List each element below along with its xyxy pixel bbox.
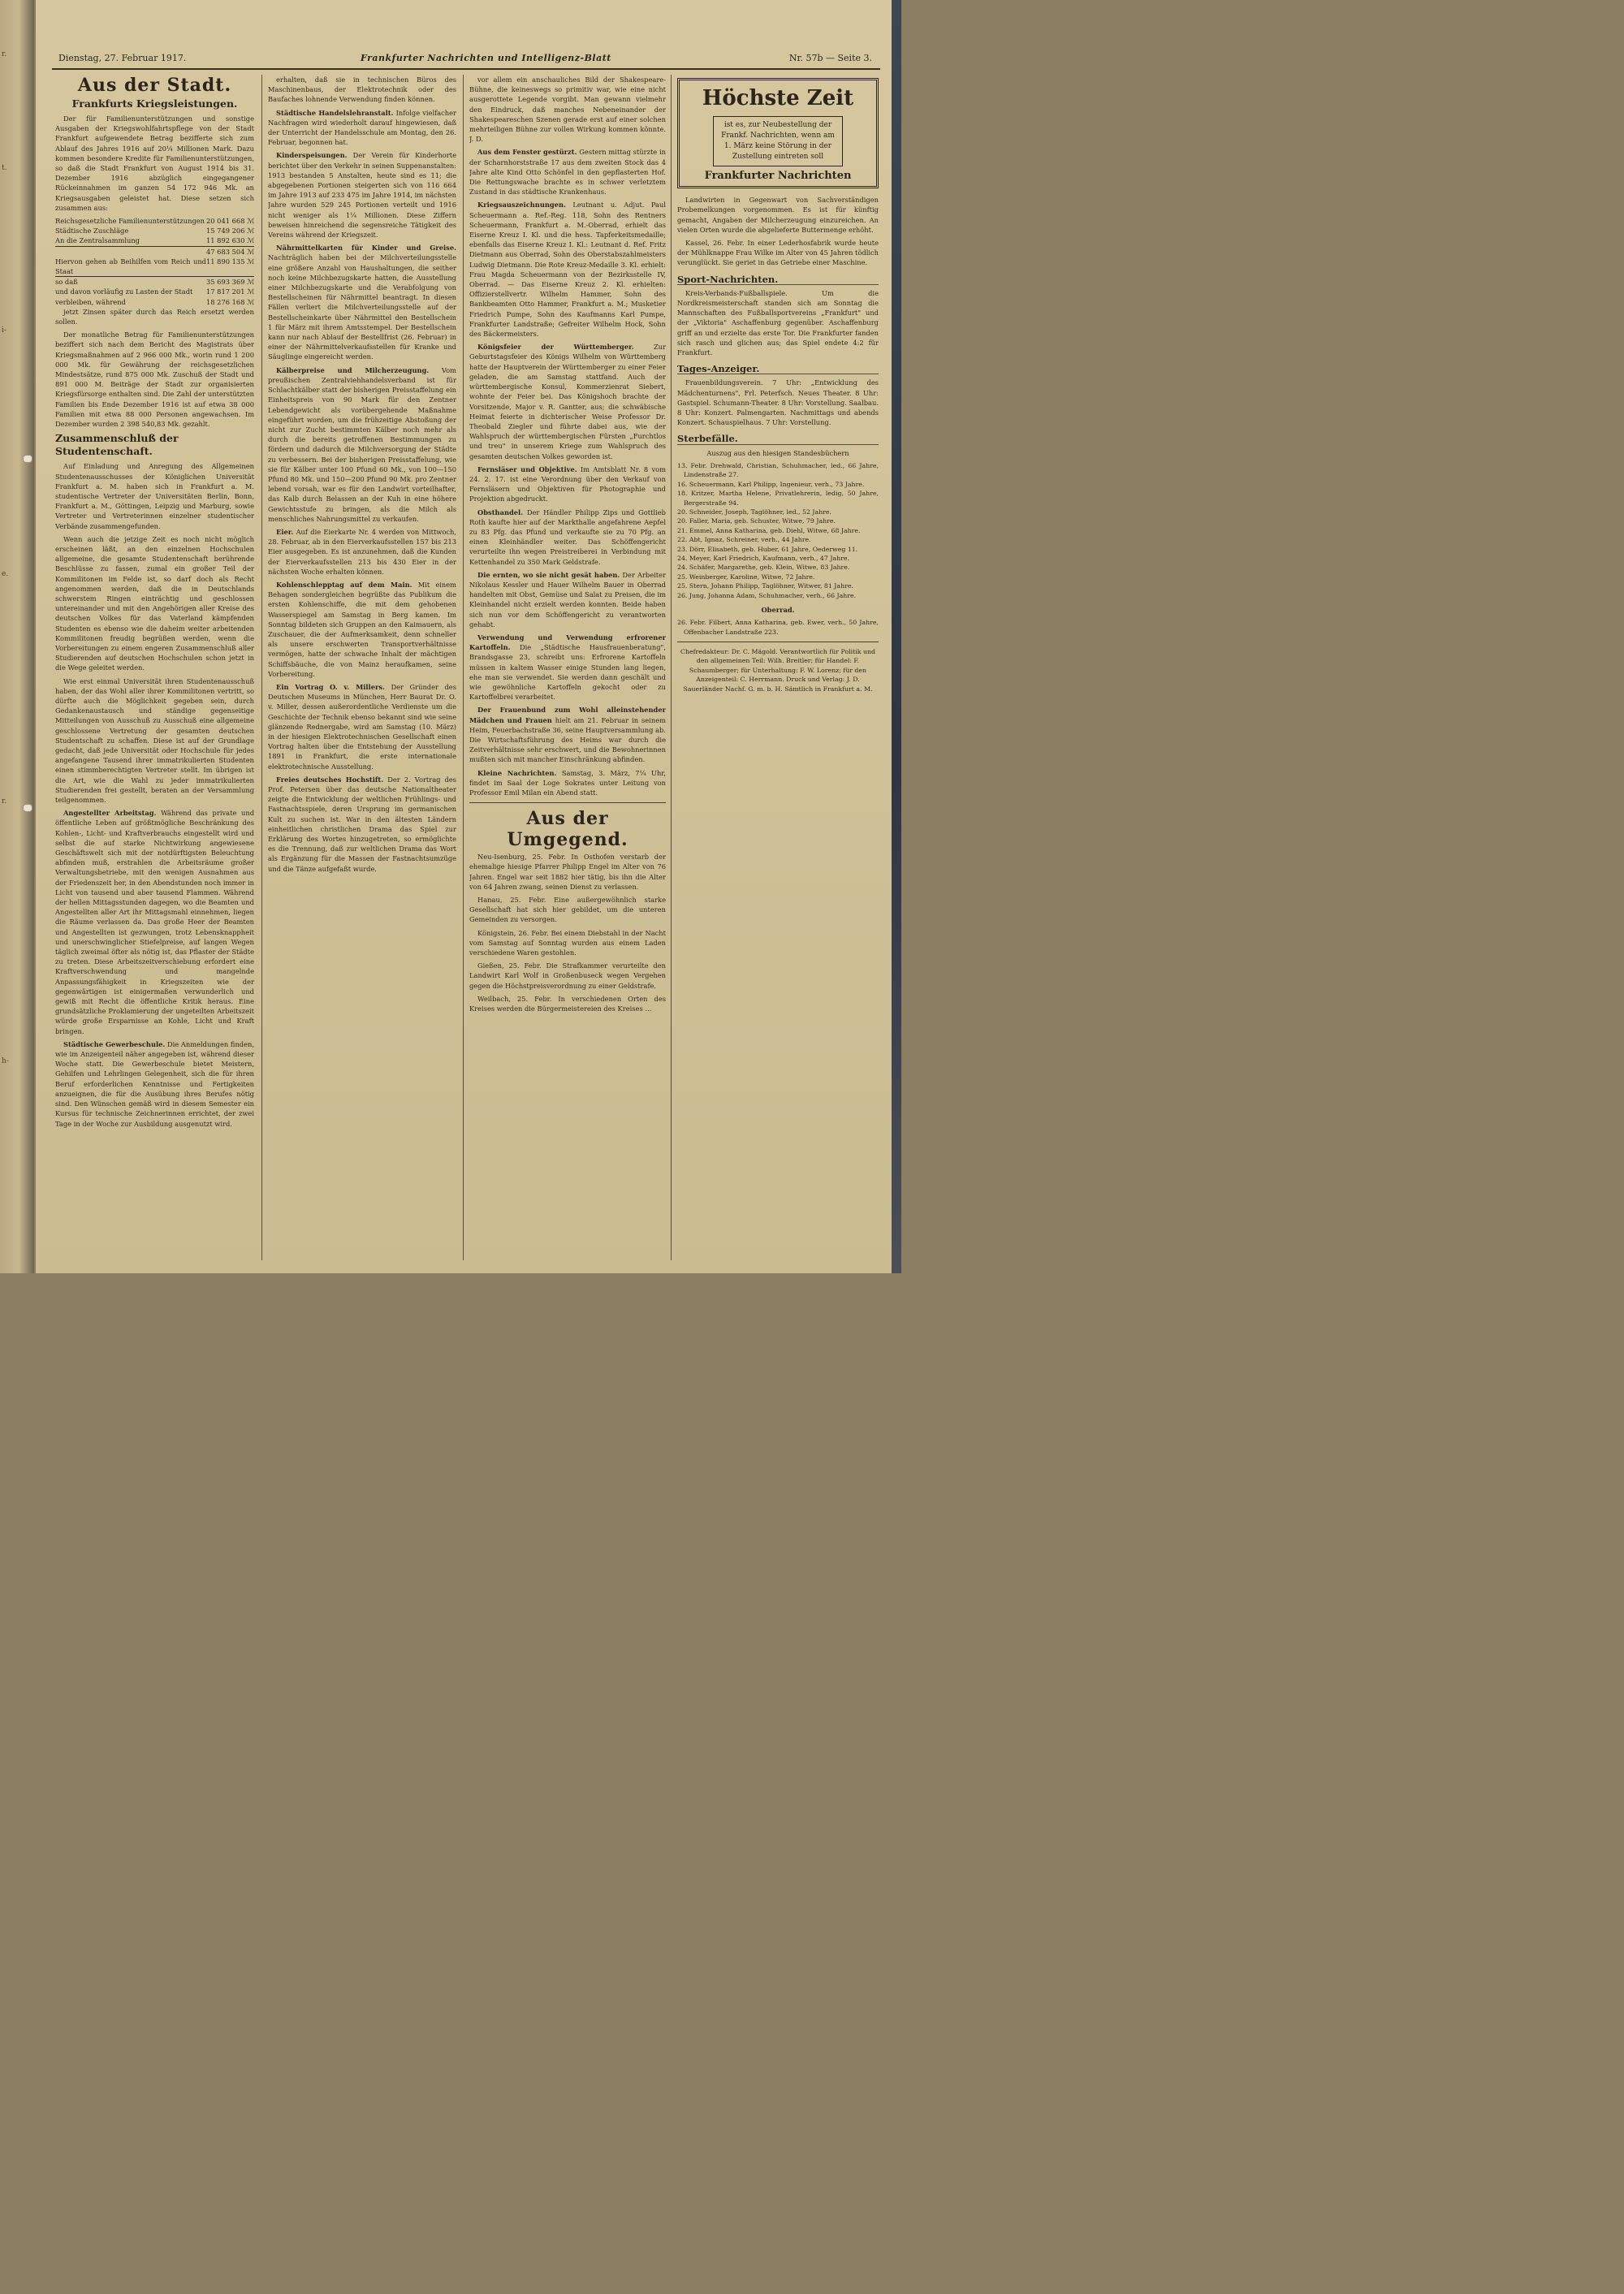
article-paragraph: Auf Einladung und Anregung des Allgemeinen Studentenausschusses der Königlichen Universität Frankfurt a. M. haben sich in Frankfurt a. M. studentische Vertreter der Universitäten Berlin, Bonn, Frankfurt a. M., Göttingen, Leipzig und Marburg, sowie Vertreter und Vertreterinnen einzelner studentischer Verbände zusammengefunden. bbox=[55, 462, 254, 530]
death-entry: 18. Kritzer, Martha Helene, Privatlehrerin, ledig, 50 Jahre, Bergerstraße 94. bbox=[677, 490, 879, 507]
deaths-list bbox=[677, 461, 879, 600]
section-heading-daily-listings: Tages-Anzeiger. bbox=[677, 364, 879, 374]
article-paragraph: Landwirten in Gegenwart von Sachverständigen Probemelkungen vorgenommen. Es ist für künftig gemacht, Angaben der Milcherzeugung einzureichen. An vielen Orten wurde die abgelieferte Buttermenge erhöht. bbox=[677, 196, 879, 234]
article-paragraph bbox=[469, 464, 666, 504]
section-heading-surroundings: Aus der Umgegend. bbox=[507, 808, 628, 851]
column-1 bbox=[55, 75, 254, 1260]
figure-label: Städtische Zuschläge bbox=[55, 227, 129, 235]
article-lead: Kriegsauszeichnungen. bbox=[477, 201, 566, 210]
subscription-advertisement bbox=[677, 78, 879, 188]
article-paragraph bbox=[268, 243, 456, 361]
article-lead: Verwendung und Verwendung erfrorener Kartoffeln. bbox=[469, 633, 666, 652]
ad-body: ist es, zur Neubestellung der Frankf. Nachrichten, wenn am 1. März keine Störung in der Zustellung eintreten soll bbox=[713, 116, 843, 166]
article-paragraph bbox=[268, 365, 456, 524]
figure-label: und davon vorläufig zu Lasten der Stadt bbox=[55, 287, 193, 296]
article-text: Der Händler Philipp Zips und Gottlieb Roth kaufte hier auf der Markthalle angefahrene Aepfel zu 83 Pfg. das Pfund und verkaufte sie zu 70 Pfg. an einen Kleinhändler weiter. Das Schöffengericht verurteilte ihn wegen Preistreiberei in Verbindung mit Kettenhandel zu 350 Mark Geldstrafe. bbox=[469, 508, 666, 566]
article-paragraph bbox=[469, 570, 666, 629]
article-lead: Kohlenschlepptag auf dem Main. bbox=[276, 580, 412, 589]
article-paragraph: Königstein, 26. Febr. Bei einem Diebstahl in der Nacht vom Samstag auf Sonntag wurden aus einem Laden verschiedene Waren gestohlen. bbox=[469, 928, 666, 957]
death-entry: 23. Dörr, Elisabeth, geb. Huber, 61 Jahre, Oederweg 11. bbox=[677, 545, 858, 553]
newspaper-page bbox=[36, 0, 892, 1273]
article-text: Die „Städtische Hausfrauenberatung", Brandsgasse 23, schreibt uns: Erfrorene Kartoffeln müssen in kaltem Wasser einige Stunden lang liegen, ehe man sie verwendet. Sie werden dann geschält und wie gewöhnliche Kartoffeln gekocht oder zu Kartoffelbrei verarbeitet. bbox=[469, 643, 666, 702]
figure-value: 11 892 630 ℳ bbox=[205, 236, 254, 245]
article-lead: Städtische Handelslehranstalt. bbox=[276, 108, 394, 117]
article-paragraph bbox=[55, 808, 254, 1036]
article-title: Zusammenschluß der Studentenschaft. bbox=[55, 432, 179, 458]
article-text: Der Gründer des Deutschen Museums in München, Herr Baurat Dr. O. v. Miller, dessen außerordentliche Verdienste um die Geschichte der Technik ebenso bekannt sind wie seine glänzende Rednergabe, wird am Samstag (10. März) in der hiesigen Elektrotechnischen Gesellschaft einen Vortrag halten über die Entstehung der Ausstellung 1891 in Frankfurt, die erste internationale elektrotechnische Ausstellung. bbox=[268, 682, 456, 771]
article-lead: Städtische Gewerbeschule. bbox=[63, 1039, 166, 1048]
binding-gutter bbox=[0, 0, 34, 1273]
article-lead: Aus dem Fenster gestürzt. bbox=[477, 148, 577, 157]
article-lead: Kinderspeisungen. bbox=[276, 151, 348, 160]
figure-value: 20 041 668 ℳ bbox=[205, 217, 254, 226]
death-entry: 20. Faller, Maria, geb. Schuster, Witwe, 79 Jahre. bbox=[677, 517, 836, 525]
article-paragraph bbox=[469, 633, 666, 702]
article-lead: Fernsläser und Objektive. bbox=[477, 464, 577, 473]
article-lead: Kälberpreise und Milcherzeugung. bbox=[276, 365, 430, 374]
article-lead: Eier. bbox=[276, 527, 294, 536]
article-text: Während das private und öffentliche Leben auf größtmögliche Beschränkung des Kohlen-, Licht- und Kraftverbrauchs eingestellt wird und selbst die auf starke Nichtwirkung angewiesene Geschäftswelt sich mit der notdürftigsten Beleuchtung abfinden muß, erstrahlen die Arbeitsräume großer Verwaltungsbetriebe, mit den wenigen Ausnahmen aus der Friedenszeit her, in den Abendstunden noch immer in Licht von tausend und aber tausend Flammen. Während der hellen Mittagsstunden dagegen, wo die Beamten und Angestellten aller Art ihr Mittagsmahl einnehmen, liegen die Räume verlassen da. Das große Heer der Beamten und Angestellten ist gezwungen, trotz Lebensknappheit und unerschwinglicher Stiefelpreise, auf langen Wegen täglich zweimal öfter als nötig ist, das Pflaster der Städte zu treten. Diese Arbeitszeitverschiebung erfordert eine Kraftverschwendung und mangelnde Anpassungsfähigkeit in Kriegszeiten wie der gegenwärtigen ist einigermaßen verwunderlich und gewiß mit Recht die öffentliche Kritik heraus. Eine grundsätzliche Proklamierung der ungeteilten Arbeitszeit würde große Ersparnisse an Kohle, Licht und Kraft bringen. bbox=[55, 809, 254, 1035]
article-text: Die Anmeldungen finden, wie im Anzeigenteil näher angegeben ist, während dieser Woche statt. Die Gewerbeschule bietet Meistern, Gehilfen und Lehrlingen Gelegenheit, sich die für ihren Beruf erforderlichen Kenntnisse und Fertigkeiten anzueignen, die für die Ausübung ihres Berufes nötig sind. Den Wünschen gemäß wird in diesem Semester ein Kursus für technische Zeichnerinnen errichtet, der zwei Tage in der Woche zur Ausbildung ausgenutzt wird. bbox=[55, 1039, 254, 1128]
article-paragraph bbox=[268, 108, 456, 148]
ad-brand: Frankfurter Nachrichten bbox=[704, 170, 852, 182]
article-paragraph bbox=[55, 1039, 254, 1129]
figure-value: 17 817 201 ℳ bbox=[205, 287, 254, 296]
article-paragraph: Der für Familienunterstützungen und sonstige Ausgaben der Kriegswohlfahrtspflege von der Stadt Frankfurt aufgewendete Betrag bezifferte sich zum Ablauf des Jahres 1916 auf 20¼ Millionen Mark. Dazu kommen besondere Kredite für Familienunterstützungen, so daß die Stadt Frankfurt von August 1914 bis 31. Dezember 1916 abzüglich eingegangener Rückeinnahmen im ganzen 54 172 946 Mk. an Kriegsausgaben geleistet hat. Diese setzen sich zusammen aus: bbox=[55, 114, 254, 212]
death-entry: 20. Schneider, Joseph, Taglöhner, led., 52 Jahre. bbox=[677, 508, 832, 516]
article-text: Auf die Eierkarte Nr. 4 werden von Mittwoch, 28. Februar, ab in den Eierverkaufsstellen 157 bis 213 Eier ausgegeben. Es ist anzunehmen, daß die Kunden der Eierverkaufsstellen 213 bis 430 Eier in der nächsten Woche erhalten können. bbox=[268, 527, 456, 576]
article-paragraph bbox=[268, 775, 456, 874]
article-text: Nachträglich haben bei der Milchverteilungsstelle eine größere Anzahl von Haushaltungen, die seither noch keine Milchbezugskarte hatten, die Ausstellung einer Milchbezugskarte und die Verabfolgung von Bestellscheinen für Nährmittel beantragt. In diesen Fällen verliert die Milchverteilungsstelle auf der Bestellscheinkarte über Nährmittel den Bestellschein 1 für März mit ihrem Amtsstempel. Der Bestellschein kann nur nach Ablauf der Bestellfrist (26. Februar) in einer der Nährmittelverkaufsstellen für Kranke und Säuglinge eingereicht werden. bbox=[268, 253, 456, 361]
article-text: Im Amtsblatt Nr. 8 vom 24. 2. 17. ist eine Verordnung über den Verkauf von Fernsläsern und Objektiven für Photographie und Projektion abgedruckt. bbox=[469, 464, 666, 503]
death-entry: 24. Schäfer, Margarethe, geb. Klein, Witwe, 83 Jahre. bbox=[677, 564, 850, 572]
deaths-intro: Auszug aus den hiesigen Standesbüchern bbox=[706, 448, 849, 457]
article-paragraph: erhalten, daß sie in technischen Büros des Maschinenbaus, der Elektrotechnik oder des Baufaches lohnende Verwendung finden können. bbox=[268, 76, 456, 104]
scan-background-strip bbox=[892, 0, 901, 1273]
article-paragraph bbox=[469, 768, 666, 798]
article-paragraph: Kassel, 26. Febr. In einer Lederhosfabrik wurde heute der Mühlknappe Frau Wilke im Alter von 45 Jahren tödlich verunglückt. Sie geriet in das Getriebe einer Maschine. bbox=[677, 239, 879, 267]
article-lead: Der Frauenbund zum Wohl alleinstehender Mädchen und Frauen bbox=[469, 706, 666, 724]
article-lead: Freies deutsches Hochstift. bbox=[276, 775, 384, 784]
death-entry: 25. Stern, Johann Philipp, Taglöhner, Witwer, 81 Jahre. bbox=[677, 582, 853, 590]
figure-row bbox=[55, 297, 254, 307]
article-text: Samstag, 3. März, 7¼ Uhr, findet im Saal der Loge Sokrates unter Leitung von Professor Emil Milan ein Abend statt. bbox=[469, 768, 666, 797]
article-text: Vom preußischen Zentralviehhandelsverband ist für Schlachtkälber statt der bisherigen Preisstaffelung ein Einheitspreis von 90 Mark für den Zentner Lebendgewicht als vorübergehende Maßnahme eingeführt worden, um die frühzeitige Abstoßung der nicht zur Zucht bestimmten Kälber noch mehr als durch die bereits getroffenen Bestimmungen zu fördern und dadurch die Milchversorgung der Städte zu verbessern. Bei der bisherigen Preisstaffelung, wie sie für Kälber unter 100 Pfund 60 Mk., von 100—150 Pfund 80 Mk. und 150—200 Pfund 90 Mk. pro Zentner lebend vorsah, war es für den Landwirt vorteilhafter, das Kalb durch Belassen an der Kuh in eine höhere Gewichtsstufe zu bringen, als die Milch als menschliches Nahrungsmittel zu verkaufen. bbox=[268, 365, 456, 523]
section-heading-deaths: Sterbefälle. bbox=[677, 434, 879, 444]
section-divider bbox=[469, 802, 666, 803]
header-masthead: Frankfurter Nachrichten und Intelligenz-Blatt bbox=[361, 53, 611, 63]
figure-value: 18 276 168 ℳ bbox=[205, 297, 254, 306]
death-entry: 25. Weinberger, Karoline, Witwe, 72 Jahre. bbox=[677, 572, 815, 581]
header-issue-number: Nr. 57b — Seite 3. bbox=[788, 53, 872, 63]
figure-row bbox=[55, 226, 254, 235]
page-header bbox=[52, 49, 880, 70]
death-entry: 26. Febr. Filbert, Anna Katharina, geb. Ewer, verh., 50 Jahre, Offenbacher Landstraße 223. bbox=[677, 619, 879, 636]
article-paragraph: Wie erst einmal Universität ihren Studentenausschuß haben, der das Wohl aller ihrer Kommilitonen vertritt, so dürfte auch die Möglichkeit gegeben sein, durch Gedankenaustausch und ständige gegenseitige Mitteilungen von Ausschuß zu Ausschuß eine allgemeine geschlossene Vertretung der gesamten deutschen Studentschaft zu schaffen. Diese ist auf der Grundlage gedacht, daß jede Universität oder Hochschule für jedes angefangene Tausend ihrer immatrikulierten Studenten einen stimmberechtigten Vertreter stellt. Im übrigen ist die Art, wie die Wahl zu jeder immatrikulierten Studierenden frei gestellt, beraten an der Versammlung teilgenommen. bbox=[55, 676, 254, 804]
figure-row bbox=[55, 287, 254, 296]
article-text: Gestern mittag stürzte in der Scharnhorststraße 17 aus dem zweiten Stock das 4 Jahre alte Kind Otto Schönfel in den gepflasterten Hof. Die Rettungswache brachte es in schwer verletztem Zustand in das städtische Krankenhaus. bbox=[469, 148, 666, 197]
article-text: Mit einem Behagen sondergleichen begrüßte das Publikum die ersten Kohlenschiffe, die mit dem gehobenen Wasserspiegel am Samstag in Berg kamen. Im Sonntag bildeten sich Gruppen an den Kaimauern, als Zuschauer, die der Aufmerksamkeit, denn schneller als unsere erschwerten Transportverhältnisse vermögen, hatte der schwache Inhalt der mächtigen Schiffsbäuche, die von Mainz heraufkamen, seine Vorbereitung. bbox=[268, 580, 456, 678]
figure-label: so daß bbox=[55, 278, 78, 287]
edge-fragment: r. bbox=[2, 50, 7, 58]
figure-label: Hiervon gehen ab Beihilfen vom Reich und Staat bbox=[55, 257, 206, 276]
edge-fragment: r. bbox=[2, 797, 7, 806]
death-entry: 13. Febr. Drehwald, Christian, Schuhmacher, led., 66 Jahre, Lindenstraße 27. bbox=[677, 461, 879, 479]
article-text: Zur Geburtstagsfeier des Königs Wilhelm von Württemberg hatte der Hauptverein der Württemberger zu einer Feier geladen, die am Samstag stattfand. Auch der württembergische Konsul, Kommerzienrat Siebert, wohnte der Feier bei. Das Königshoch brachte der Vorsitzende, Major v. R. Gantter, aus; die schwäbische Heimat feierte in dichterischer Weise Professor Dr. Theobald Ziegler und führte dabei aus, wie der Wahlspruch der württembergischen Fürsten „Furchtlos und treu" in unserem Kriege zum Wahlspruch des gesamten deutschen Volkes geworden ist. bbox=[469, 343, 666, 460]
column-rule bbox=[671, 75, 672, 1260]
article-paragraph bbox=[469, 705, 666, 764]
figure-row bbox=[55, 235, 254, 245]
figure-value: 11 890 135 ℳ bbox=[205, 257, 254, 266]
edge-fragment: t. bbox=[2, 164, 7, 172]
article-paragraph: Der monatliche Betrag für Familienunterstützungen beziffert sich nach dem Bericht des Magistrats über Kriegsmaßnahmen auf 2 966 000 Mk., worin rund 1 200 000 Mk. für Gewährung der reichsgesetzlichen Mindestsätze, rund 875 000 Mk. Zuschuß der Stadt und 891 000 M. Beiträge der Stadt zur organisierten Kriegsfürsorge enthalten sind. Die Zahl der unterstützten Familien bis Ende Dezember 1916 ist auf etwa 38 000 Familien mit etwa 88 000 Personen angewachsen. Im Dezember wurden 2 398 540,83 Mk. gezahlt. bbox=[55, 330, 254, 429]
deaths-subsection-oberrad: Oberrad. bbox=[761, 605, 795, 614]
article-paragraph: vor allem ein anschauliches Bild der Shakespeare-Bühne, die keineswegs so primitiv war, wie eine nicht ausgerottete Legende vorgibt. Man gewann vielmehr den Eindruck, daß manches Nebeneinander der Shakespeareschen Szenen gerade erst auf einer solchen mehrteiligen Bühne zur vollen Wirkung kommen könnte. J. D. bbox=[469, 76, 666, 144]
column-3 bbox=[469, 75, 666, 1260]
column-4 bbox=[677, 75, 879, 1260]
article-paragraph: jetzt Zinsen später durch das Reich ersetzt werden sollen. bbox=[55, 307, 254, 326]
section-heading-sport: Sport-Nachrichten. bbox=[677, 274, 879, 285]
header-date: Dienstag, 27. Februar 1917. bbox=[58, 53, 187, 63]
article-lead: Kleine Nachrichten. bbox=[477, 768, 557, 777]
edge-fragment: h- bbox=[2, 1057, 9, 1065]
imprint: Chefredakteur: Dr. C. Mägold. Verantwortlich für Politik und den allgemeinen Teil: Wilh. Breitler; für Handel: F. Schaumberger; für Unterhaltung: F. W. Lorenz; für den Anzeigenteil: C. Herrmann. Druck und Verlag: J. D. Sauerländer Nachf. G. m. b. H. Sämtlich in Frankfurt a. M. bbox=[680, 647, 875, 693]
article-paragraph bbox=[268, 580, 456, 679]
article-text: Der Verein für Kinderhorte berichtet über den Verkehr in seinen Suppenanstalten: 1913 bestanden 5 Anstalten, heute sind es 11; die abgegebenen Portionen steigerten sich von 116 664 im Jahre 1913 auf 233 475 im Jahre 1914, im nächsten Jahre wurden 529 245 Portionen verteilt und 1916 nicht weniger als 1¼ Millionen. Diese Ziffern beweisen hinreichend die segensreiche Tätigkeit des Vereins während der Kriegszeit. bbox=[268, 151, 456, 240]
figure-row bbox=[55, 216, 254, 226]
article-text: Der Arbeiter Nikolaus Kessler und Hauer Wilhelm Bauer in Oberrad handelten mit Obst, Gemüse und Salat zu Preisen, die im Kleinhandel nicht erzielt werden konnten. Beide haben sich nun vor dem Schöffengericht zu verantworten gehabt. bbox=[469, 570, 666, 629]
article-paragraph bbox=[469, 200, 666, 339]
article-lead: Ein Vortrag O. v. Millers. bbox=[276, 682, 385, 691]
figure-row bbox=[55, 257, 254, 276]
article-paragraph: Wenn auch die jetzige Zeit es noch nicht möglich erscheinen läßt, an den einzelnen Hochschulen allgemeine, die gesamte Studentenschaft berührende Beschlüsse zu fassen, zumal ein großer Teil der Kommilitonen im Felde ist, so darf doch als Recht angenommen werden, daß die in Deutschlands schwerstem Ringen einträchtig und geschlossen untereinander und mit den Angehörigen aller Kreise des deutschen Volkes für das Vaterland kämpfenden Studenten es ebenso wie die daheim weiter arbeitenden Kommilitonen freudig begrüßen werden, wenn die Vorbereitungen zu einem engeren Zusammenschluß aller Studierenden auf deutschen Hochschulen schon jetzt in die Wege geleitet werden. bbox=[55, 534, 254, 672]
article-paragraph bbox=[469, 508, 666, 567]
ad-title: Höchste Zeit bbox=[702, 86, 854, 110]
article-paragraph bbox=[268, 682, 456, 771]
figure-row bbox=[55, 246, 254, 257]
article-lead: Obsthandel. bbox=[477, 508, 524, 516]
death-entry: 24. Meyer, Karl Friedrich, Kaufmann, verh., 47 Jahre. bbox=[677, 554, 849, 562]
article-text: hielt am 21. Februar in seinem Heim, Feuerbachstraße 36, seine Hauptversammlung ab. Die Wirtschaftsführung des Heims war durch die Zeitverhältnisse sehr erschwert, und die Bewohnerinnen mußten sich mit mancher Einschränkung abfinden. bbox=[469, 715, 666, 764]
article-text: Der 2. Vortrag des Prof. Petersen über das deutsche Nationaltheater zeigte die Entwicklung der weltlichen Frühlings- und Fastnachtsspiele, deren Ursprung im germanischen Kult zu suchen ist. War in den ältesten Ländern einheitlichen christlichen Drama das Spiel zur Erklärung des Wortes hinzugetreten, so ermöglichte es die Trennung, daß zur weltlichen Drama das Wort als Ergänzung für die Massen der Fastnachtsumzüge und die Tänze aufgefaßt wurde. bbox=[268, 775, 456, 873]
article-lead: Nährmittelkarten für Kinder und Greise. bbox=[276, 244, 456, 253]
column-rule bbox=[261, 75, 262, 1260]
edge-fragment: i- bbox=[2, 326, 6, 335]
column-2 bbox=[268, 75, 456, 1260]
article-paragraph bbox=[268, 527, 456, 577]
death-entry: 21. Emmel, Anna Katharina, geb. Diehl, Witwe, 68 Jahre. bbox=[677, 526, 861, 534]
article-paragraph bbox=[469, 342, 666, 460]
figure-value: 47 683 504 ℳ bbox=[205, 247, 254, 256]
column-rule bbox=[463, 75, 464, 1260]
article-lead: Die ernten, wo sie nicht gesät haben. bbox=[477, 570, 620, 579]
article-paragraph bbox=[469, 147, 666, 197]
article-paragraph: Neu-Isenburg, 25. Febr. In Osthofen verstarb der ehemalige hiesige Pfarrer Philipp Engel im Alter von 76 Jahren. Engel war seit 1882 hier tätig, bis ihn die Alter von 64 Jahren zwang, seinen Dienst zu verlassen. bbox=[469, 853, 666, 891]
binding-staple bbox=[23, 804, 32, 812]
article-text: Leutnant u. Adjut. Paul Scheuermann a. Ref.-Reg. 118, Sohn des Rentners Scheuermann, Frankfurt a. M.-Oberrad, erhielt das Eiserne Kreuz I. Kl. und die hess. Tapferkeitsmedaille; ebenfalls das Eiserne Kreuz I. Kl.: Leutnant d. Ref. Fritz Dietmann aus Oberrad, Sohn des Oberstabszahlmeisters Ludwig Dietmann. Die Rote Kreuz-Medaille 3. Kl. erhielt: Frau Magda Scheuermann von der Bezirksstelle IV, Oberrad. — Das Eiserne Kreuz 2. Kl. erhielten: Offizierstellvertr. Wilhelm Hammer, Sohn des Bankbeamten Otto Hammer, Frankfurt a. M.; Musketier Friedrich Pumpe, Sohn des Kaufmanns Karl Pumpe, Frankfurter Landstraße; Gefreiter Wilhelm Hock, Sohn des Bäckermeisters. bbox=[469, 201, 666, 339]
article-lead: Angestellter Arbeitstag. bbox=[63, 809, 157, 818]
article-title: Frankfurts Kriegsleistungen. bbox=[71, 97, 238, 110]
figure-label: Reichsgesetzliche Familienunterstützungen bbox=[55, 217, 205, 226]
article-paragraph: Frauenbildungsverein. 7 Uhr: „Entwicklung des Mädchenturnens", Frl. Peterfsch. Neues Theater. 8 Uhr: Gastspiel. Schumann-Theater. 8 Uhr: Vorstellung. Saalbau. 8 Uhr: Konzert. Palmengarten. Nachmittags und abends Konzert. Schauspielhaus. 7 Uhr: Vorstellung. bbox=[677, 378, 879, 427]
section-heading-city: Aus der Stadt. bbox=[77, 75, 232, 96]
article-paragraph: Weilbach, 25. Febr. In verschiedenen Orten des Kreises werden die Bürgermeistereien des Kreises ... bbox=[469, 994, 666, 1013]
article-paragraph: Kreis-Verbands-Fußballspiele. Um die Nordkreismeisterschaft standen sich am Sonntag die Mannschaften des Fußballsportvereins „Frankfurt" und der „Viktoria" Aschaffenburg gegenüber. Aschaffenburg griff an und erzielte das erste Tor. Die Frankfurter fanden sich rasch und glichen aus; das Spiel endete 4:2 für Frankfurt. bbox=[677, 288, 879, 357]
death-entry: 22. Abt, Ignaz, Schreiner, verh., 44 Jahre. bbox=[677, 536, 811, 544]
edge-fragment: e. bbox=[2, 570, 9, 578]
figures-table bbox=[55, 216, 254, 307]
article-paragraph bbox=[268, 150, 456, 240]
figure-label: verbleiben, während bbox=[55, 297, 126, 306]
death-entry: 26. Jung, Johanna Adam, Schuhmacher, verh., 66 Jahre. bbox=[677, 591, 857, 599]
article-paragraph: Hanau, 25. Febr. Eine außergewöhnlich starke Gesellschaft hat sich hier gebildet, um die unteren Gemeinden zu versorgen. bbox=[469, 896, 666, 924]
binding-staple bbox=[23, 455, 32, 463]
article-paragraph: Gießen, 25. Febr. Die Strafkammer verurteilte den Landwirt Karl Wolf in Großenbuseck wegen Vergehen gegen die Höchstpreisverordnung zu einer Geldstrafe. bbox=[469, 961, 666, 990]
death-entry: 16. Scheuermann, Karl Philipp, Ingenieur, verh., 73 Jahre. bbox=[677, 480, 865, 488]
figure-value: 35 693 369 ℳ bbox=[205, 278, 254, 287]
figure-value: 15 749 206 ℳ bbox=[205, 227, 254, 235]
article-text: Infolge vielfacher Nachfragen wird wiederholt darauf hingewiesen, daß der Unterricht der Handelsschule am Montag, den 26. Februar, begonnen hat. bbox=[268, 108, 456, 147]
figure-row bbox=[55, 276, 254, 287]
article-lead: Königsfeier der Württemberger. bbox=[477, 343, 634, 352]
figure-label: An die Zentralsammlung bbox=[55, 236, 140, 245]
